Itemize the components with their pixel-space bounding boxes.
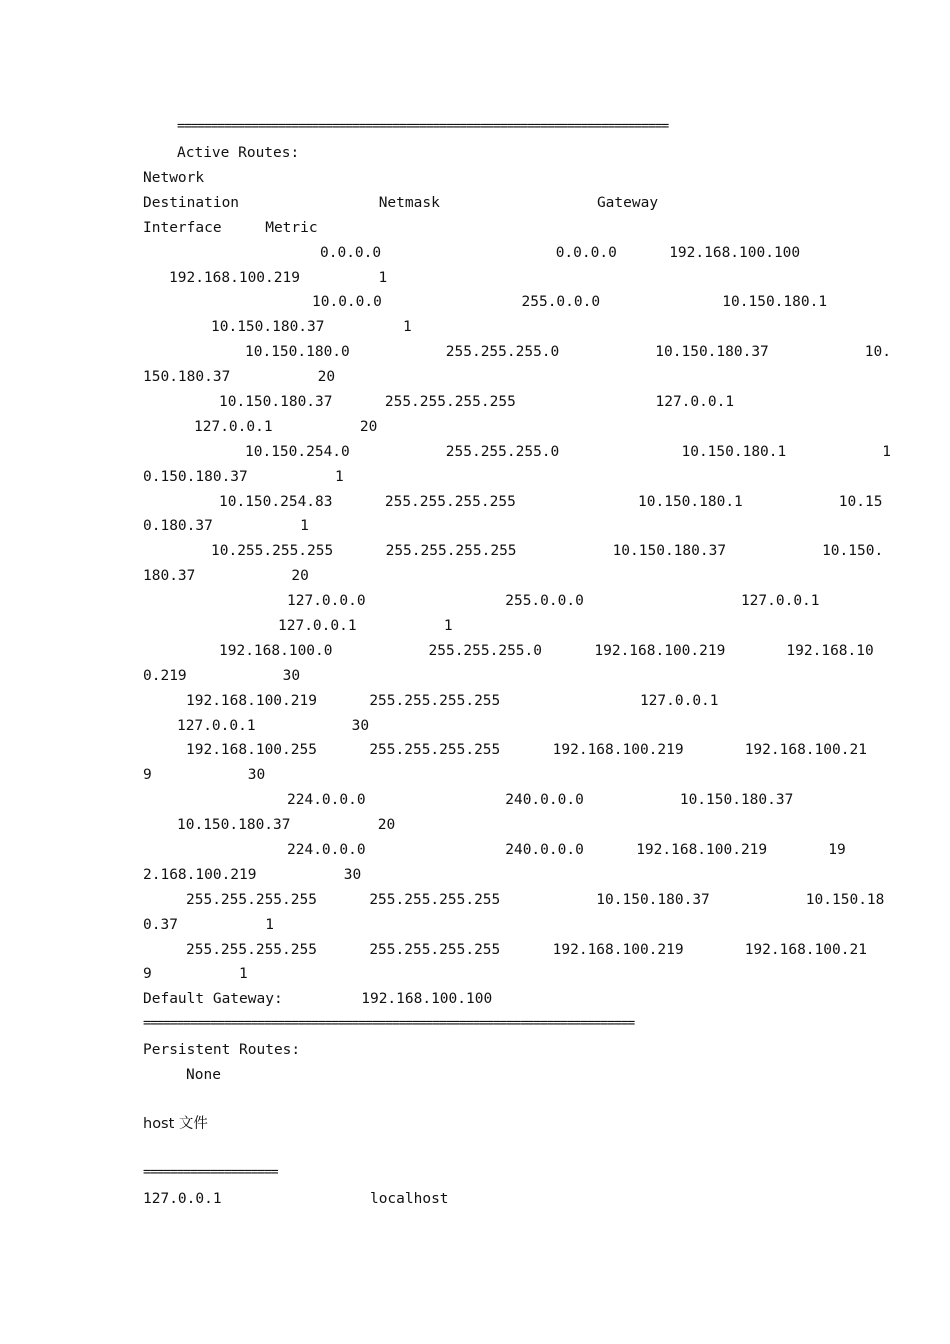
route-line: 150.180.37 20 (143, 369, 336, 385)
hosts-entry: 127.0.0.1 localhost (143, 1191, 449, 1207)
default-gateway-line: Default Gateway: 192.168.100.100 (143, 991, 493, 1007)
route-line: 255.255.255.255 255.255.255.255 10.150.180.37 10.150.18 (186, 892, 885, 908)
hosts-separator: ==================== (143, 1165, 278, 1180)
route-line: 192.168.100.255 255.255.255.255 192.168.100.219 192.168.100.21 (186, 742, 867, 758)
route-line: 192.168.100.219 255.255.255.255 127.0.0.1 (186, 693, 719, 709)
route-line: 0.219 30 (143, 668, 301, 684)
active-routes-label: Active Routes: (177, 145, 300, 161)
route-line: 255.255.255.255 255.255.255.255 192.168.100.219 192.168.100.21 (186, 942, 867, 958)
hosts-file-heading: host 文件 (143, 1116, 208, 1132)
route-line: 127.0.0.0 255.0.0.0 127.0.0.1 (287, 593, 820, 609)
separator-bottom: ========================================================================= (143, 1016, 635, 1031)
route-line: 224.0.0.0 240.0.0.0 192.168.100.219 19 (287, 842, 846, 858)
route-line: 9 1 (143, 966, 248, 982)
column-header-destination: Destination Netmask Gateway (143, 195, 659, 211)
route-line: 127.0.0.1 30 (177, 718, 370, 734)
route-line: 2.168.100.219 30 (143, 867, 362, 883)
route-line: 180.37 20 (143, 568, 309, 584)
route-line: 224.0.0.0 240.0.0.0 10.150.180.37 (287, 792, 794, 808)
route-line: 127.0.0.1 20 (194, 419, 378, 435)
route-line: 0.0.0.0 0.0.0.0 192.168.100.100 (320, 245, 801, 261)
column-header-interface: Interface Metric (143, 220, 318, 236)
route-line: 127.0.0.1 1 (278, 618, 453, 634)
route-line: 10.150.254.83 255.255.255.255 10.150.180.1 10.15 (219, 494, 883, 510)
route-line: 192.168.100.219 1 (169, 270, 388, 286)
route-line: 10.150.254.0 255.255.255.0 10.150.180.1 1 (245, 444, 892, 460)
column-header-network: Network (143, 170, 205, 186)
separator-top: ========================================================================= (177, 119, 669, 134)
route-line: 0.150.180.37 1 (143, 469, 344, 485)
route-line: 10.150.180.0 255.255.255.0 10.150.180.37 10. (245, 344, 892, 360)
route-line: 10.0.0.0 255.0.0.0 10.150.180.1 (312, 294, 828, 310)
persistent-routes-value: None (186, 1067, 221, 1083)
route-line: 10.150.180.37 1 (211, 319, 412, 335)
route-line: 10.255.255.255 255.255.255.255 10.150.180.37 10.150. (211, 543, 884, 559)
route-line: 9 30 (143, 767, 266, 783)
route-line: 0.180.37 1 (143, 518, 309, 534)
persistent-routes-label: Persistent Routes: (143, 1042, 301, 1058)
route-line: 192.168.100.0 255.255.255.0 192.168.100.219 192.168.10 (219, 643, 874, 659)
route-line: 0.37 1 (143, 917, 274, 933)
route-line: 10.150.180.37 255.255.255.255 127.0.0.1 (219, 394, 735, 410)
route-line: 10.150.180.37 20 (177, 817, 396, 833)
